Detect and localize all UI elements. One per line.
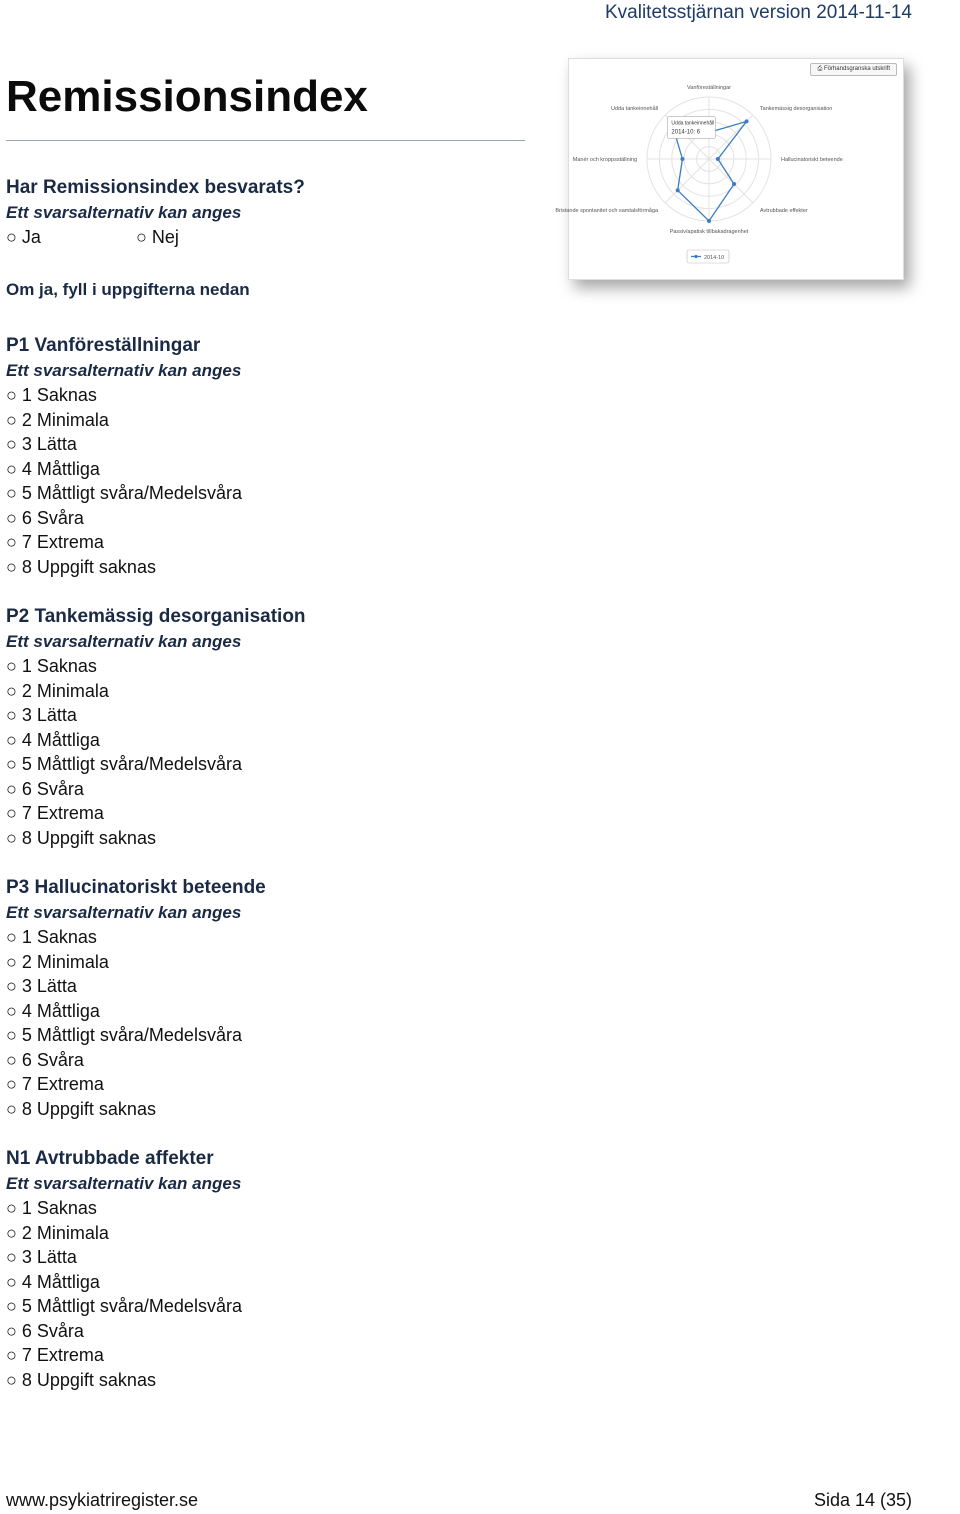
option-nej[interactable]: ○ Nej	[136, 227, 179, 247]
radar-axis-label: Bristande spontanitet och samtalsförmåga	[555, 207, 659, 214]
option-5[interactable]: ○ 5 Måttligt svåra/Medelsvåra	[6, 1296, 242, 1316]
option-3[interactable]: ○ 3 Lätta	[6, 976, 77, 996]
intro-note: Om ja, fyll i uppgifterna nedan	[6, 279, 250, 299]
option-1[interactable]: ○ 1 Saknas	[6, 385, 97, 405]
print-preview-label: Förhandsgranska utskrift	[823, 66, 890, 72]
option-2[interactable]: ○ 2 Minimala	[6, 1222, 109, 1243]
radar-tooltip-title: Udda tankeinnehåll	[671, 120, 715, 127]
question-n1	[6, 1147, 242, 1392]
question-heading: N1 Avtrubbade affekter	[6, 1148, 214, 1169]
question-p2	[6, 605, 306, 850]
option-2[interactable]: ○ 2 Minimala	[6, 680, 109, 701]
option-2[interactable]: ○ 2 Minimala	[6, 409, 109, 430]
question-instruction: Ett svarsalternativ kan anges	[6, 902, 242, 922]
option-8[interactable]: ○ 8 Uppgift saknas	[6, 556, 156, 577]
option-ja[interactable]: ○ Ja	[6, 227, 41, 247]
question-instruction: Ett svarsalternativ kan anges	[6, 631, 242, 651]
option-7[interactable]: ○ 7 Extrema	[6, 803, 104, 823]
option-8[interactable]: ○ 8 Uppgift saknas	[6, 1369, 156, 1390]
radar-data-point	[716, 157, 720, 161]
intro-question: Har Remissionsindex besvarats?	[6, 177, 305, 198]
option-1[interactable]: ○ 1 Saknas	[6, 656, 97, 676]
question-instruction: Ett svarsalternativ kan anges	[6, 360, 242, 380]
question-p3	[6, 876, 266, 1121]
option-3[interactable]: ○ 3 Lätta	[6, 1247, 77, 1267]
radar-data-point	[732, 182, 736, 186]
radar-data-point	[745, 119, 749, 123]
intro-section	[6, 176, 305, 302]
option-6[interactable]: ○ 6 Svåra	[6, 507, 84, 528]
option-4[interactable]: ○ 4 Måttliga	[6, 1271, 100, 1292]
page-title: Remissionsindex	[6, 72, 368, 121]
radar-data-point	[676, 188, 680, 192]
option-8[interactable]: ○ 8 Uppgift saknas	[6, 827, 156, 848]
option-6[interactable]: ○ 6 Svåra	[6, 1049, 84, 1070]
option-6[interactable]: ○ 6 Svåra	[6, 778, 84, 799]
printer-icon: ⎙	[817, 66, 823, 72]
option-8[interactable]: ○ 8 Uppgift saknas	[6, 1098, 156, 1119]
option-1[interactable]: ○ 1 Saknas	[6, 927, 97, 947]
radar-tooltip-value: 2014-10: 6	[671, 129, 701, 136]
question-instruction: Ett svarsalternativ kan anges	[6, 1173, 242, 1193]
question-heading: P1 Vanföreställningar	[6, 335, 201, 356]
option-7[interactable]: ○ 7 Extrema	[6, 1074, 104, 1094]
option-6[interactable]: ○ 6 Svåra	[6, 1320, 84, 1341]
radar-axis-label: Vanföreställningar	[687, 85, 731, 91]
radar-legend-label: 2014-10	[704, 255, 725, 261]
option-1[interactable]: ○ 1 Saknas	[6, 1198, 97, 1218]
option-7[interactable]: ○ 7 Extrema	[6, 1345, 104, 1365]
radar-data-point	[707, 219, 711, 223]
radar-chart-image	[555, 58, 904, 280]
question-p1	[6, 334, 242, 579]
radar-data-point	[680, 157, 684, 161]
version-header: Kvalitetsstjärnan version 2014-11-14	[605, 2, 912, 23]
option-2[interactable]: ○ 2 Minimala	[6, 951, 109, 972]
option-4[interactable]: ○ 4 Måttliga	[6, 729, 100, 750]
radar-axis-label: Udda tankeinnehåll	[610, 106, 659, 113]
footer-page-number: Sida 14 (35)	[813, 1490, 912, 1510]
option-4[interactable]: ○ 4 Måttliga	[6, 1000, 100, 1021]
radar-axis-label: Passiv/apatisk tillbakadragenhet	[669, 229, 749, 235]
radar-axis-label: Tankemässig desorganisation	[759, 106, 833, 113]
print-preview-button[interactable]	[810, 63, 897, 76]
radar-legend-marker	[694, 255, 697, 258]
title-divider	[6, 140, 525, 141]
radar-spoke	[709, 159, 753, 203]
intro-options	[6, 225, 305, 250]
option-3[interactable]: ○ 3 Lätta	[6, 705, 77, 725]
option-5[interactable]: ○ 5 Måttligt svåra/Medelsvåra	[6, 754, 242, 774]
option-4[interactable]: ○ 4 Måttliga	[6, 458, 100, 479]
radar-axis-label: Manér och kroppsställning	[572, 157, 637, 163]
option-5[interactable]: ○ 5 Måttligt svåra/Medelsvåra	[6, 1025, 242, 1045]
option-5[interactable]: ○ 5 Måttligt svåra/Medelsvåra	[6, 483, 242, 503]
option-3[interactable]: ○ 3 Lätta	[6, 434, 77, 454]
question-heading: P2 Tankemässig desorganisation	[6, 606, 306, 627]
radar-chart	[555, 59, 903, 279]
radar-axis-label: Hallucinatoriskt beteende	[781, 157, 843, 163]
footer-website: www.psykiatriregister.se	[6, 1490, 199, 1510]
question-heading: P3 Hallucinatoriskt beteende	[6, 877, 266, 898]
intro-instruction: Ett svarsalternativ kan anges	[6, 202, 242, 222]
radar-axis-label: Avtrubbade effekter	[759, 207, 808, 214]
radar-spoke	[665, 159, 709, 203]
option-7[interactable]: ○ 7 Extrema	[6, 532, 104, 552]
